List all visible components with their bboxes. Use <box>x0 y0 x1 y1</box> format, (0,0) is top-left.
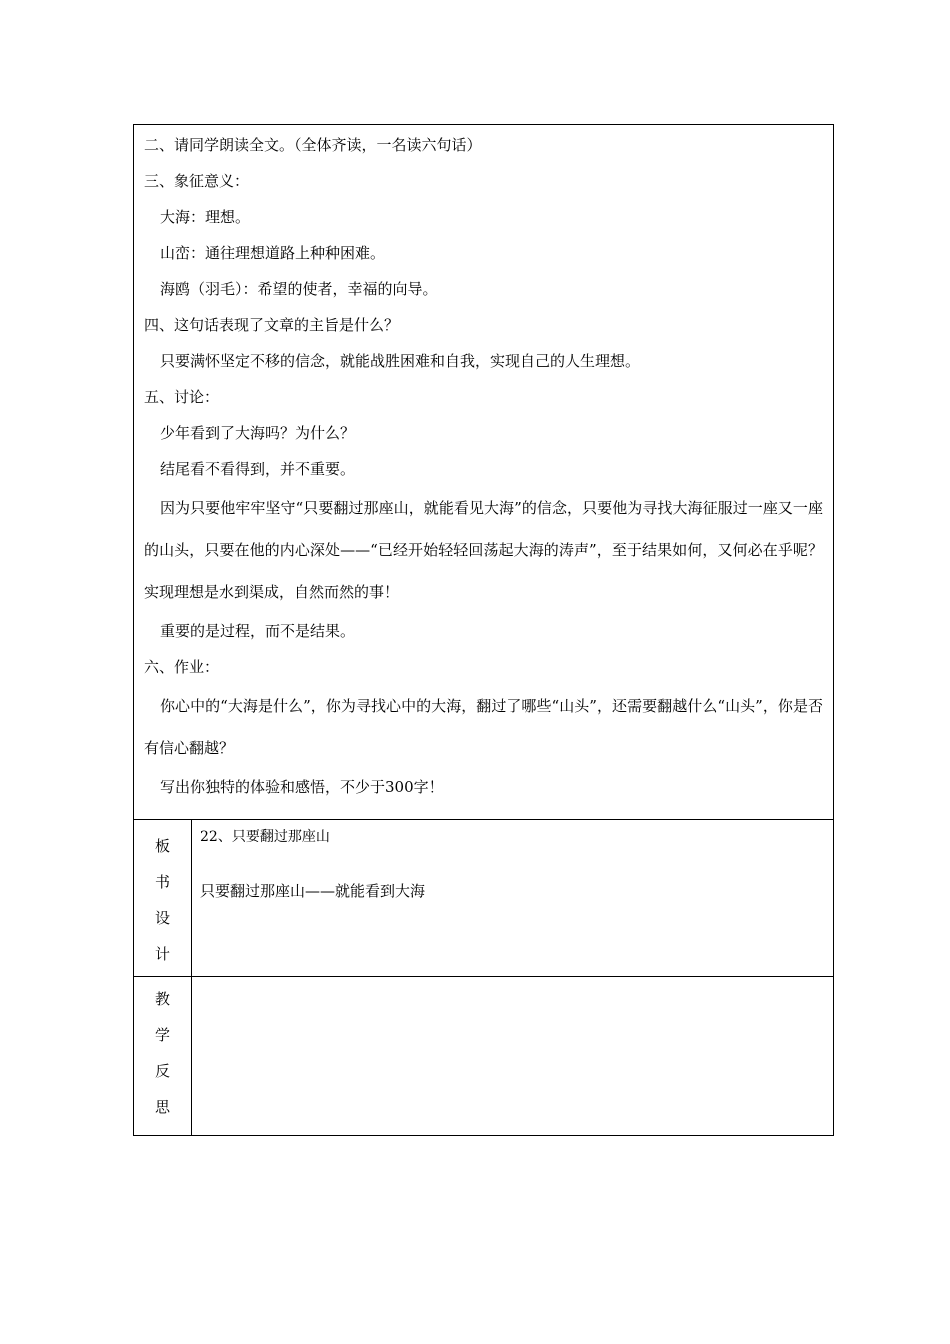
board-design-content <box>192 820 834 977</box>
content-row <box>134 125 834 820</box>
symbol-item-mountains: 山峦：通往理想道路上种种困难。 <box>160 244 386 262</box>
label-char: 教 <box>154 990 170 1008</box>
section-5-heading: 五、讨论： <box>144 388 220 406</box>
homework-task-1: 你心中的“大海是什么”，你为寻找心中的大海，翻过了哪些“山头”，还需要翻越什么“山头”，你是否有信心翻越？ <box>144 697 823 757</box>
discussion-answer-2: 因为只要他牢牢坚守“只要翻过那座山，就能看见大海”的信念，只要他为寻找大海征服过一座又一座的山头，只要在他的内心深处——“已经开始轻轻回荡起大海的涛声”，至于结果如何，又何必在乎呢？实现理想是水到渠成，自然而然的事！ <box>144 499 823 601</box>
section-6-heading: 六、作业： <box>144 658 220 676</box>
discussion-answer-3: 重要的是过程，而不是结果。 <box>160 622 356 640</box>
symbol-item-sea: 大海：理想。 <box>160 208 251 226</box>
label-char: 思 <box>154 1098 170 1116</box>
board-design-row <box>134 820 834 977</box>
label-char: 板 <box>154 837 170 855</box>
lesson-plan-table <box>133 124 834 1136</box>
label-char: 学 <box>154 1026 170 1044</box>
homework-task-2: 写出你独特的体验和感悟，不少于300字！ <box>160 778 444 796</box>
discussion-answer-1: 结尾看不看得到，并不重要。 <box>160 460 356 478</box>
board-main-line: 只要翻过那座山——就能看到大海 <box>200 882 426 900</box>
board-title: 22、只要翻过那座山 <box>200 829 330 845</box>
label-char: 反 <box>154 1062 170 1080</box>
section-4-heading: 四、这句话表现了文章的主旨是什么？ <box>144 316 400 334</box>
reflection-row <box>134 977 834 1136</box>
label-char: 设 <box>154 909 170 927</box>
section-3-heading: 三、象征意义： <box>144 172 250 190</box>
label-char: 书 <box>154 873 170 891</box>
reflection-label <box>134 977 192 1136</box>
content-cell <box>134 125 834 820</box>
section-2-heading: 二、请同学朗读全文。（全体齐读，一名读六句话） <box>144 136 482 154</box>
symbol-item-seagull: 海鸥（羽毛）：希望的使者，幸福的向导。 <box>160 280 438 298</box>
board-design-label <box>134 820 192 977</box>
section-4-answer: 只要满怀坚定不移的信念，就能战胜困难和自我，实现自己的人生理想。 <box>160 352 641 370</box>
reflection-content <box>192 977 834 1136</box>
discussion-question: 少年看到了大海吗？为什么？ <box>160 424 356 442</box>
label-char: 计 <box>154 945 170 963</box>
